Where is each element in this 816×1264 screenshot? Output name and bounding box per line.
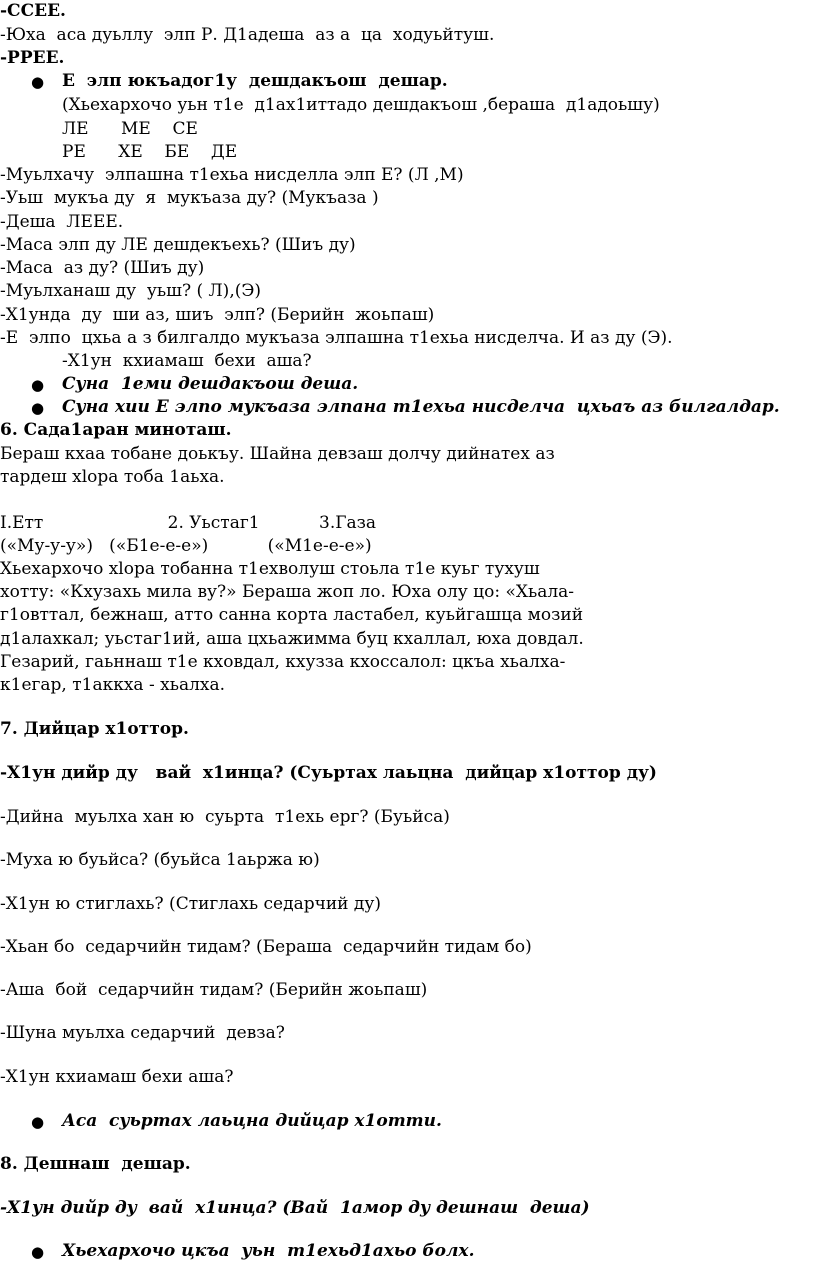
- line-25: хотту: «Кхузахь мила ву?» Бераша жоп ло. Юха олу цо: «Хьала-: [0, 582, 575, 602]
- summary-item-2: Суна хии Е элпо мукъаза элпана т1ехьа нисделча цхьаъ аз билгалдар.: [62, 397, 780, 417]
- line-27: д1алахкал; уьстаг1ий, аша цхьажимма буц кхаллал, юха довдал.: [0, 629, 584, 649]
- line-26: г1овттал, бежнаш, атто санна корта ластабел, куьйгашца мозий: [0, 605, 584, 625]
- line-16: -Х1ун кхиамаш бехи аша?: [62, 351, 312, 371]
- line-3: -РРЕЕ.: [0, 48, 65, 68]
- animal-sounds-row: («Му-у-у») («Б1е-е-е») («М1е-е-е»): [0, 536, 372, 556]
- section-6-heading: 6. Сада1аран миноташ.: [0, 420, 232, 440]
- line-20: Бераш кхаа тобане доькъу. Шайна девзаш долчу дийнатех аз: [0, 444, 555, 464]
- line-9: -Уьш мукъа ду я мукъаза ду? (Мукъаза ): [0, 188, 379, 208]
- line-37: -Шуна муьлха седарчий девза?: [0, 1023, 285, 1043]
- line-15: -Е элпо цхьа а з билгалдо мукъаза элпашна т1ехьа нисделча. И аз ду (Э).: [0, 328, 673, 348]
- summary-item-4: Хьехархочо цкъа уьн т1ехьд1ахьо болх.: [62, 1241, 475, 1261]
- line-2: -Юха аса дуьллу элп Р. Д1адеша аз а ца ходуьйтуш.: [0, 25, 495, 45]
- syllables-row-1: ЛЕ МЕ СЕ: [62, 119, 198, 139]
- line-24: Хьехархочо хlора тобанна т1ехволуш стоьла т1е куьг тухуш: [0, 559, 540, 579]
- line-12: -Маса аз ду? (Шиъ ду): [0, 258, 205, 278]
- summary-item-1: Суна 1еми дешдакъош деша.: [62, 374, 359, 394]
- line-31: -Х1ун дийр ду вай х1инца? (Суьртах лаьцна дийцар х1оттор ду): [0, 763, 657, 783]
- line-32: -Дийна муьлха хан ю суьрта т1ехь ерг? (Буьйса): [0, 807, 450, 827]
- summary-item-3: Аса суьртах лаьцна дийцар х1отти.: [62, 1111, 442, 1131]
- line-33: -Муха ю буьйса? (буьйса 1аьржа ю): [0, 850, 320, 870]
- section-8-heading: 8. Дешнаш дешар.: [0, 1154, 191, 1174]
- line-28: Гезарий, гаьннаш т1е кховдал, кхузза кхоссалол: цкъа хьалха-: [0, 652, 566, 672]
- line-5: (Хьехархочо уьн т1е д1ах1иттадо дешдакъош ,бераша д1адоьшу): [62, 95, 660, 115]
- line-34: -Х1ун ю стиглахь? (Стиглахь седарчий ду): [0, 894, 381, 914]
- line-8: -Муьлхачу элпашна т1ехьа нисделла элп Е? (Л ,М): [0, 165, 464, 185]
- bullet-icon: ●: [31, 1243, 45, 1261]
- line-38: -Х1ун кхиамаш бехи аша?: [0, 1067, 234, 1087]
- line-41: -Х1ун дийр ду вай х1инца? (Вай 1амор ду дешнаш деша): [0, 1198, 590, 1218]
- line-14: -Х1унда ду ши аз, шиъ элп? (Берийн жоьпаш): [0, 305, 435, 325]
- bullet-icon: ●: [31, 73, 45, 91]
- syllables-row-2: РЕ ХЕ БЕ ДЕ: [62, 142, 238, 162]
- line-35: -Хьан бо седарчийн тидам? (Бераша седарчийн тидам бо): [0, 937, 532, 957]
- line-29: к1егар, т1аккха - хьалха.: [0, 675, 226, 695]
- line-21: тардеш хlора тоба 1аьха.: [0, 467, 225, 487]
- bullet-icon: ●: [31, 376, 45, 394]
- section-7-heading: 7. Дийцар х1оттор.: [0, 719, 189, 739]
- line-10: -Деша ЛЕЕЕ.: [0, 212, 124, 232]
- bullet-icon: ●: [31, 1113, 45, 1131]
- bullet-icon: ●: [31, 399, 45, 417]
- line-36: -Аша бой седарчийн тидам? (Берийн жоьпаш): [0, 980, 428, 1000]
- line-13: -Муьлханаш ду уьш? ( Л),(Э): [0, 281, 261, 301]
- line-1: -ССЕЕ.: [0, 1, 66, 21]
- line-11: -Маса элп ду ЛЕ дешдекъехь? (Шиъ ду): [0, 235, 356, 255]
- animal-groups-row: I.Етт 2. Уьстаг1 3.Газа: [0, 513, 377, 533]
- heading-letter-e: Е элп юкъадог1у дешдакъош дешар.: [62, 71, 448, 91]
